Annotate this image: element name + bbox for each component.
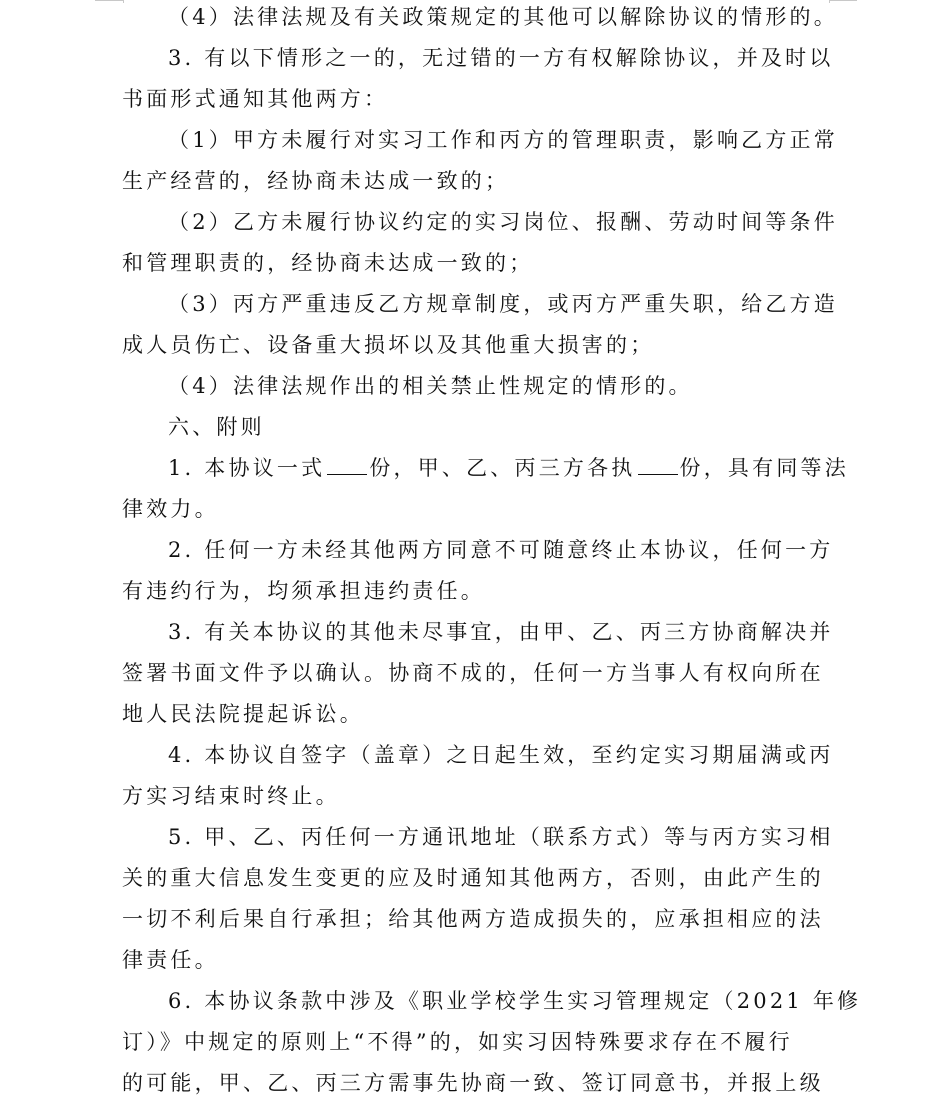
paragraph-line: （3）丙方严重违反乙方规章制度，或丙方严重失职，给乙方造 bbox=[168, 292, 838, 316]
paragraph-line: 有违约行为，均须承担违约责任。 bbox=[122, 579, 485, 603]
section-heading: 六、附则 bbox=[168, 415, 265, 439]
paragraph-line: 关的重大信息发生变更的应及时通知其他两方，否则，由此产生的 bbox=[122, 866, 824, 890]
paragraph-line: 书面形式通知其他两方： bbox=[122, 87, 389, 111]
document-body bbox=[122, 0, 862, 1104]
paragraph-line: 订）》中规定的原则上“不得”的，如实习因特殊要求存在不履行 bbox=[122, 1030, 793, 1054]
paragraph-line: 3. 有关本协议的其他未尽事宜，由甲、乙、丙三方协商解决并 bbox=[168, 620, 834, 644]
paragraph-line: 的可能，甲、乙、丙三方需事先协商一致、签订同意书，并报上级 bbox=[122, 1071, 824, 1095]
paragraph-line: 律效力。 bbox=[122, 497, 219, 521]
fill-in-blank[interactable] bbox=[327, 452, 367, 475]
paragraph-line: 生产经营的，经协商未达成一致的； bbox=[122, 169, 510, 193]
text-segment: 份，甲、乙、丙三方各执 bbox=[369, 456, 636, 480]
page-corner-mark-left bbox=[95, 0, 123, 1]
paragraph-line: 和管理职责的，经协商未达成一致的； bbox=[122, 251, 534, 275]
paragraph-line: 3. 有以下情形之一的，无过错的一方有权解除协议，并及时以 bbox=[168, 46, 834, 70]
paragraph-line: 一切不利后果自行承担；给其他两方造成损失的，应承担相应的法 bbox=[122, 907, 824, 931]
paragraph-line: 签署书面文件予以确认。协商不成的，任何一方当事人有权向所在 bbox=[122, 661, 824, 685]
paragraph-line: 6. 本协议条款中涉及《职业学校学生实习管理规定（2021 年修 bbox=[168, 989, 862, 1013]
paragraph-line: （2）乙方未履行协议约定的实习岗位、报酬、劳动时间等条件 bbox=[168, 210, 838, 234]
text-segment: 份，具有同等法 bbox=[679, 456, 849, 480]
paragraph-line: 5. 甲、乙、丙任何一方通讯地址（联系方式）等与丙方实习相 bbox=[168, 825, 834, 849]
paragraph-line: （4）法律法规作出的相关禁止性规定的情形的。 bbox=[168, 374, 693, 398]
paragraph-line: 地人民法院提起诉讼。 bbox=[122, 702, 364, 726]
paragraph-line: 4. 本协议自签字（盖章）之日起生效，至约定实习期届满或丙 bbox=[168, 743, 834, 767]
text-segment: 1. 本协议一式 bbox=[168, 456, 326, 480]
paragraph-line: （4）法律法规及有关政策规定的其他可以解除协议的情形的。 bbox=[168, 5, 838, 29]
paragraph-line: （1）甲方未履行对实习工作和丙方的管理职责，影响乙方正常 bbox=[168, 128, 838, 152]
paragraph-line: 2. 任何一方未经其他两方同意不可随意终止本协议，任何一方 bbox=[168, 538, 834, 562]
fill-in-blank[interactable] bbox=[638, 452, 678, 475]
paragraph-line: 律责任。 bbox=[122, 948, 219, 972]
paragraph-line-with-blanks bbox=[122, 448, 849, 489]
paragraph-line: 成人员伤亡、设备重大损坏以及其他重大损害的； bbox=[122, 333, 655, 357]
paragraph-line: 方实习结束时终止。 bbox=[122, 784, 340, 808]
